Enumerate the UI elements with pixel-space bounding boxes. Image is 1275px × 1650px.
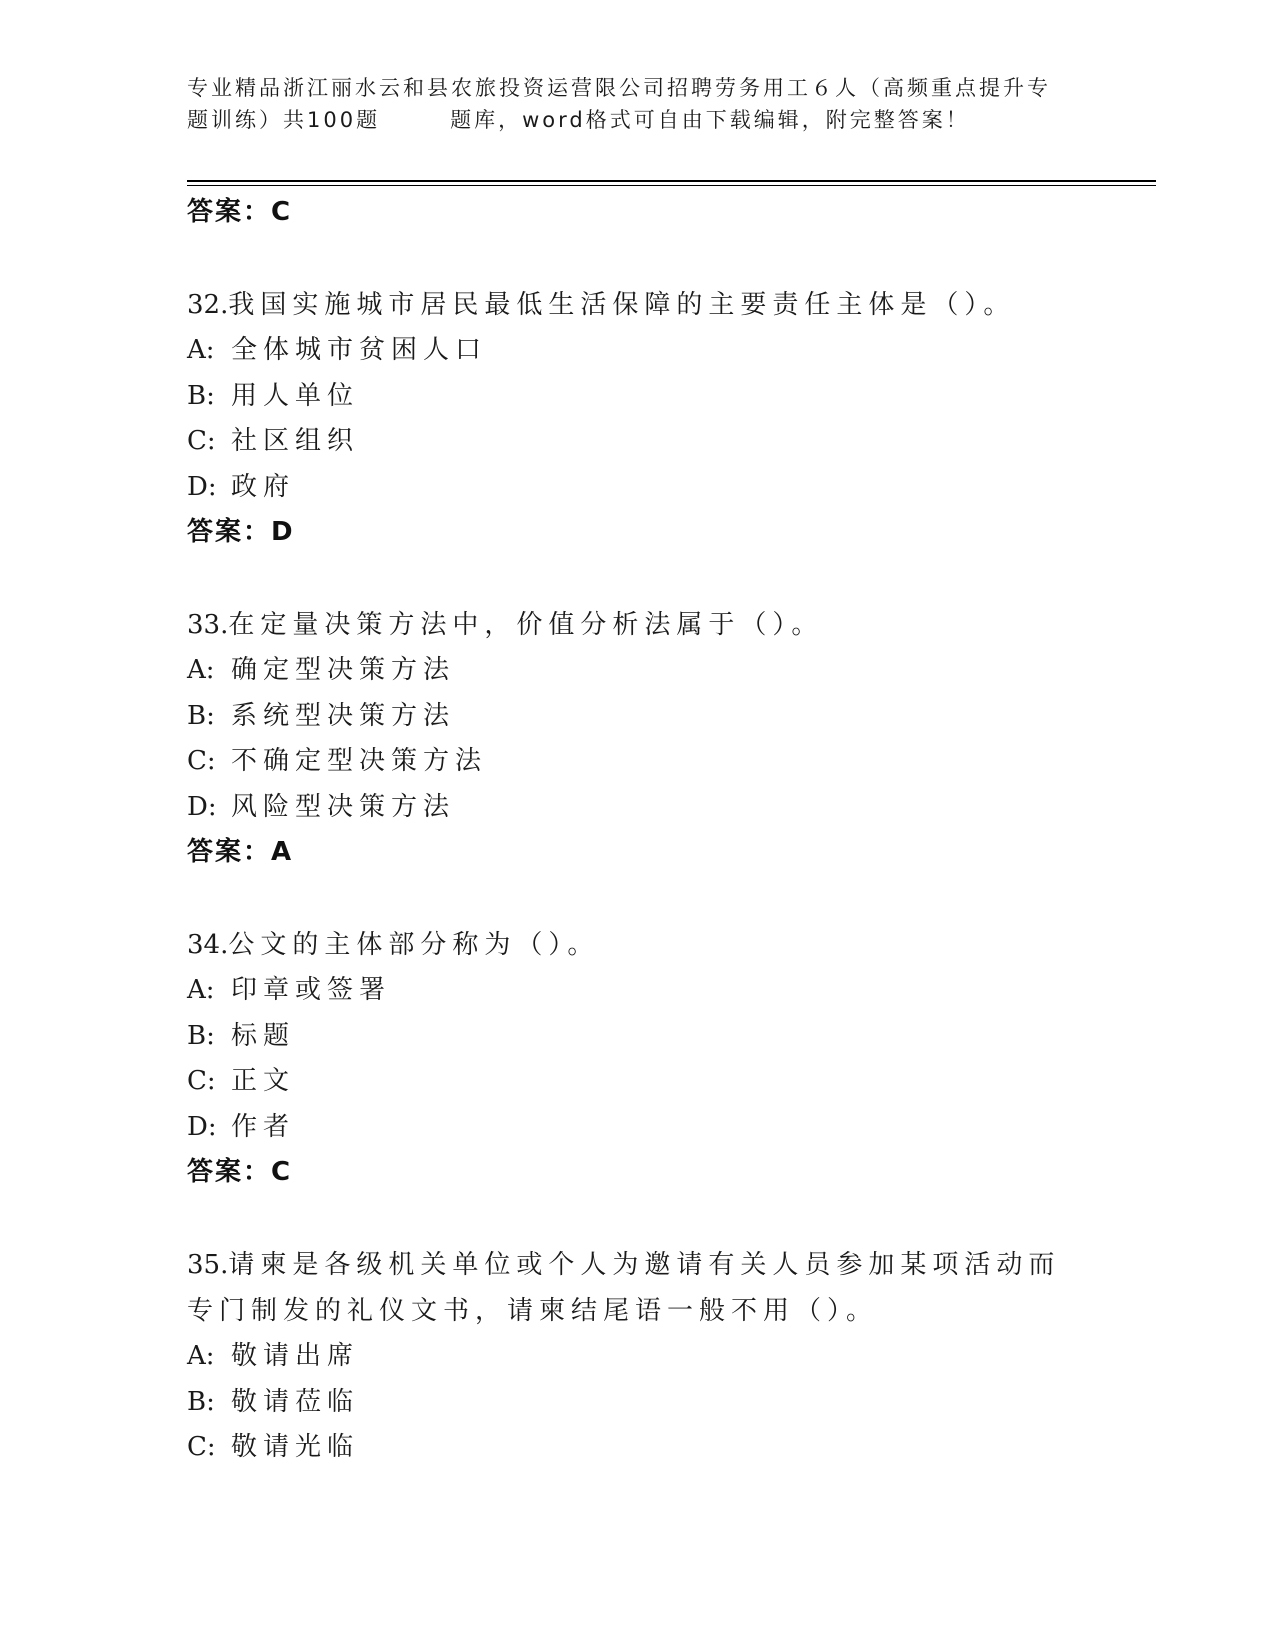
- option-key: C:: [187, 426, 216, 456]
- option-text: 不确定型决策方法: [231, 746, 488, 776]
- option-text: 印章或签署: [231, 975, 392, 1005]
- option-key: C:: [187, 746, 216, 776]
- option-b: [187, 1014, 1087, 1060]
- option-key: D:: [187, 791, 217, 822]
- question-stem: 公文的主体部分称为（）。: [228, 930, 600, 960]
- option-text: 正文: [231, 1066, 296, 1096]
- option-text: 敬请出席: [231, 1341, 360, 1371]
- header-rule-thin: [187, 185, 1156, 186]
- question-text: [187, 922, 1087, 968]
- header-rule-thick: [187, 180, 1156, 182]
- option-key: A:: [187, 975, 215, 1005]
- question-text: [187, 282, 1087, 328]
- option-key: D:: [187, 1111, 217, 1142]
- answer: 答案：C: [187, 1157, 293, 1187]
- option-key: A:: [187, 335, 215, 365]
- option-c: [187, 1425, 1087, 1471]
- option-key: B:: [187, 700, 215, 731]
- question-block-32: [187, 282, 1087, 554]
- option-d: [187, 785, 1087, 831]
- question-block-33: [187, 602, 1087, 874]
- option-c: [187, 419, 1087, 465]
- question-text: [187, 602, 1087, 648]
- answer: 答案：A: [187, 837, 294, 867]
- option-key: B:: [187, 1386, 215, 1417]
- option-b: [187, 374, 1087, 420]
- option-text: 敬请莅临: [231, 1386, 360, 1417]
- question-number: 32.: [187, 290, 229, 320]
- question-number: 35.: [187, 1250, 229, 1280]
- option-d: [187, 465, 1087, 511]
- answer: 答案：D: [187, 517, 295, 547]
- question-block-34: [187, 922, 1087, 1194]
- header-line-2-part-2: 题库，word格式可自由下载编辑，附完整答案！: [450, 108, 970, 132]
- option-text: 确定型决策方法: [231, 655, 456, 685]
- option-key: B:: [187, 1020, 215, 1051]
- option-text: 标题: [231, 1020, 296, 1051]
- option-text: 全体城市贫困人口: [231, 335, 488, 365]
- option-key: C:: [187, 1432, 216, 1462]
- header-line-2: [187, 104, 1087, 136]
- option-text: 敬请光临: [231, 1432, 360, 1462]
- option-key: A:: [187, 655, 215, 685]
- option-b: [187, 694, 1087, 740]
- document-header: [187, 72, 1087, 136]
- question-stem: 请柬是各级机关单位或个人为邀请有关人员参加某项活动而专门制发的礼仪文书，请柬结尾语一般不用（）。: [187, 1250, 1061, 1326]
- question-text: [187, 1242, 1087, 1334]
- answer-previous: 答案：C: [187, 197, 293, 227]
- option-a: [187, 1334, 1087, 1380]
- question-number: 33.: [187, 610, 229, 640]
- option-a: [187, 968, 1087, 1014]
- option-key: C:: [187, 1066, 216, 1096]
- option-b: [187, 1380, 1087, 1426]
- option-text: 社区组织: [231, 426, 360, 456]
- option-text: 政府: [231, 471, 296, 502]
- option-c: [187, 1059, 1087, 1105]
- document-body: [187, 190, 1087, 1471]
- option-text: 作者: [231, 1111, 296, 1142]
- question-number: 34.: [187, 930, 229, 960]
- header-line-2-part-1: 题训练）共100题: [187, 108, 381, 132]
- question-block-35: [187, 1242, 1087, 1471]
- option-key: B:: [187, 380, 215, 411]
- option-a: [187, 328, 1087, 374]
- option-c: [187, 739, 1087, 785]
- option-text: 风险型决策方法: [231, 791, 456, 822]
- option-a: [187, 648, 1087, 694]
- question-stem: 在定量决策方法中，价值分析法属于（）。: [228, 610, 824, 640]
- option-text: 用人单位: [231, 380, 360, 411]
- question-stem: 我国实施城市居民最低生活保障的主要责任主体是（）。: [228, 290, 1016, 320]
- header-line-1: 专业精品浙江丽水云和县农旅投资运营限公司招聘劳务用工６人（高频重点提升专: [187, 76, 1051, 100]
- option-d: [187, 1105, 1087, 1151]
- option-key: A:: [187, 1341, 215, 1371]
- option-text: 系统型决策方法: [231, 700, 456, 731]
- option-key: D:: [187, 471, 217, 502]
